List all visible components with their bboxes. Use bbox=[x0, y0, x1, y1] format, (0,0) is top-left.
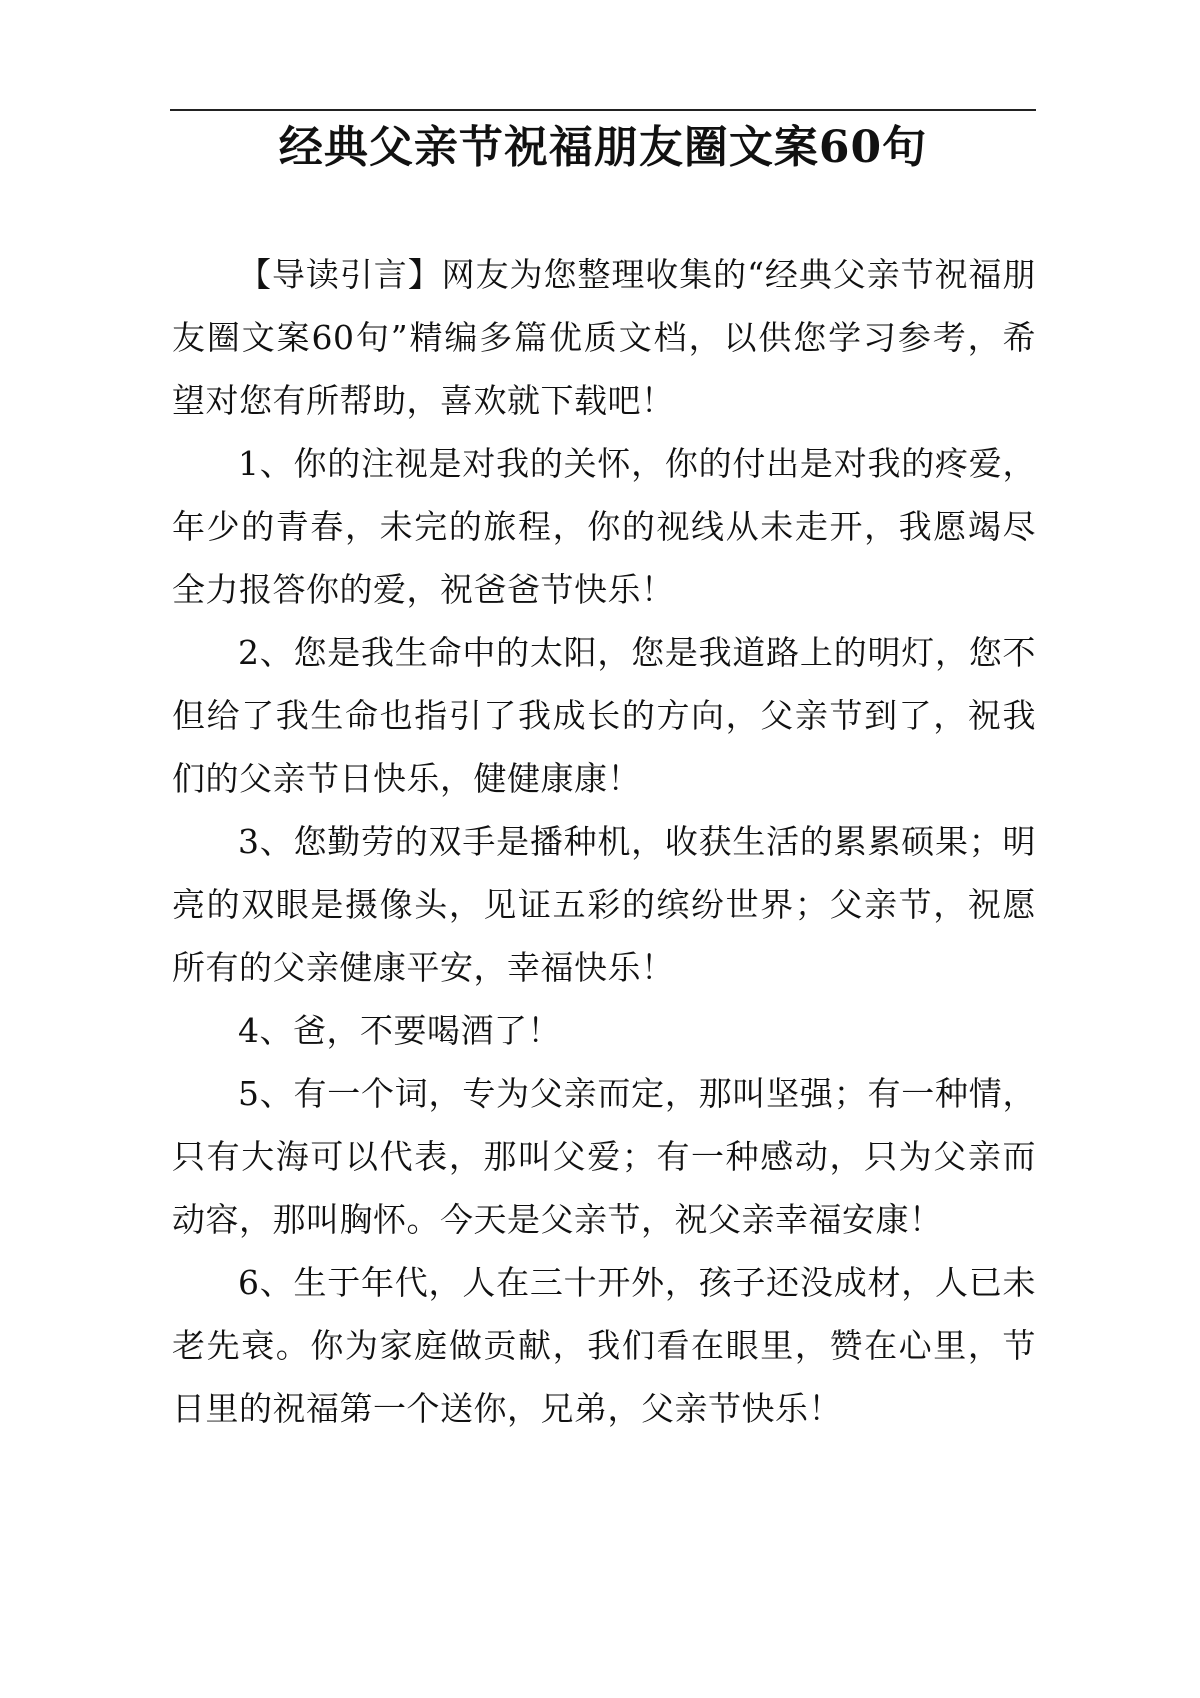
header-rule bbox=[170, 109, 1036, 111]
intro-paragraph: 【导读引言】网友为您整理收集的“经典父亲节祝福朋友圈文案60句”精编多篇优质文档，以供您学习参考，希望对您有所帮助，喜欢就下载吧！ bbox=[172, 255, 1036, 420]
paragraph-6: 6、生于年代，人在三十开外，孩子还没成材，人已未老先衰。你为家庭做贡献，我们看在眼里，赞在心里，节日里的祝福第一个送你，兄弟，父亲节快乐！ bbox=[172, 1263, 1036, 1428]
document-body bbox=[172, 243, 1036, 1440]
paragraph-1: 1、你的注视是对我的关怀，你的付出是对我的疼爱，年少的青春，未完的旅程，你的视线从未走开，我愿竭尽全力报答你的爱，祝爸爸节快乐！ bbox=[172, 444, 1036, 609]
paragraph-2: 2、您是我生命中的太阳，您是我道路上的明灯，您不但给了我生命也指引了我成长的方向，父亲节到了，祝我们的父亲节日快乐，健健康康！ bbox=[172, 633, 1036, 798]
document-title: 经典父亲节祝福朋友圈文案60句 bbox=[278, 122, 928, 173]
paragraph-5: 5、有一个词，专为父亲而定，那叫坚强；有一种情，只有大海可以代表，那叫父爱；有一种感动，只为父亲而动容，那叫胸怀。今天是父亲节，祝父亲幸福安康！ bbox=[172, 1074, 1036, 1239]
paragraph-3: 3、您勤劳的双手是播种机，收获生活的累累硕果；明亮的双眼是摄像头，见证五彩的缤纷世界；父亲节，祝愿所有的父亲健康平安，幸福快乐！ bbox=[172, 822, 1036, 987]
paragraph-4: 4、爸，不要喝酒了！ bbox=[238, 1011, 561, 1050]
